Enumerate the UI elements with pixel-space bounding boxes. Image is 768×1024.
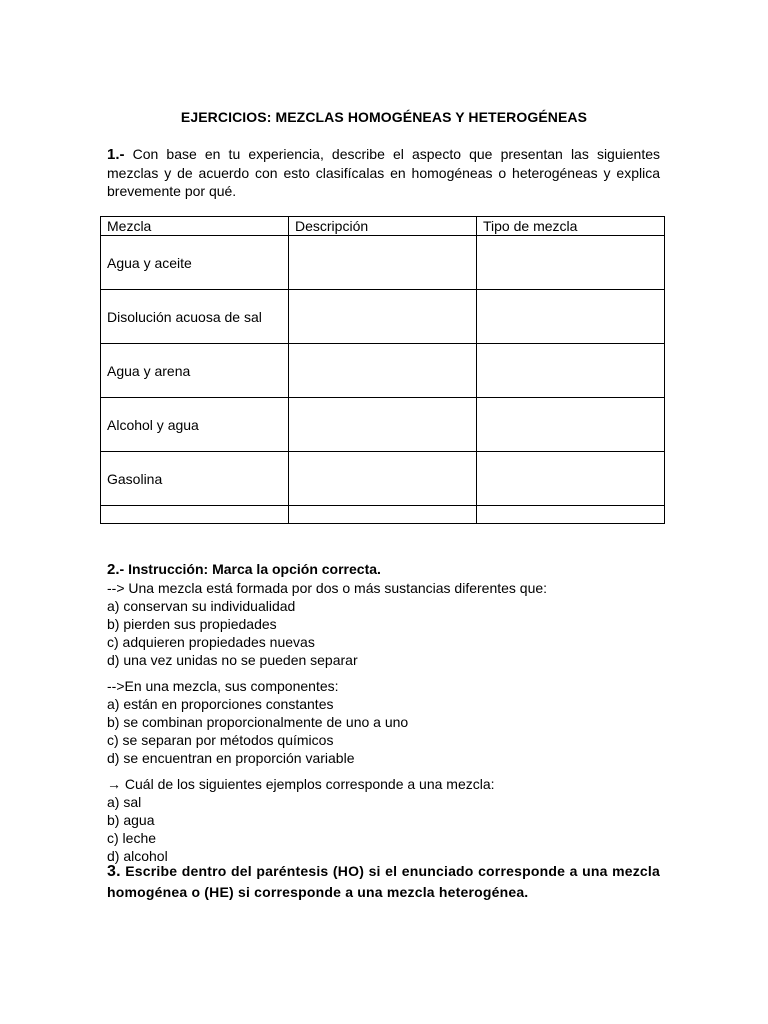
question-2-heading <box>107 560 667 579</box>
table-cell-empty[interactable] <box>477 506 665 524</box>
table-cell-descripcion[interactable] <box>289 236 477 290</box>
question-2-instruction: - Instrucción: Marca la opción correcta. <box>119 561 381 577</box>
table-cell-mezcla: Agua y arena <box>101 344 289 398</box>
question-3-number: 3. <box>107 863 121 880</box>
answer-option[interactable]: b) agua <box>107 812 155 828</box>
table-header-mezcla: Mezcla <box>101 217 289 236</box>
table-cell-descripcion[interactable] <box>289 398 477 452</box>
mixtures-table <box>100 216 665 524</box>
table-cell-mezcla: Agua y aceite <box>101 236 289 290</box>
table-row <box>101 344 665 398</box>
answer-option[interactable]: b) pierden sus propiedades <box>107 616 277 632</box>
answer-option[interactable]: d) alcohol <box>107 848 168 864</box>
table-cell-tipo[interactable] <box>477 344 665 398</box>
table-header-descripcion: Descripción <box>289 217 477 236</box>
table-cell-tipo[interactable] <box>477 398 665 452</box>
table-cell-empty[interactable] <box>289 506 477 524</box>
table-header-tipo: Tipo de mezcla <box>477 217 665 236</box>
answer-option[interactable]: b) se combinan proporcionalmente de uno a uno <box>107 714 409 730</box>
answer-option[interactable]: c) adquieren propiedades nuevas <box>107 634 315 650</box>
question-group-2 <box>107 677 667 767</box>
table-cell-empty[interactable] <box>101 506 289 524</box>
answer-option[interactable]: a) sal <box>107 794 142 810</box>
question-prompt: → Cuál de los siguientes ejemplos corresponde a una mezcla: <box>107 776 495 792</box>
answer-option[interactable]: d) se encuentran en proporción variable <box>107 750 355 766</box>
answer-option[interactable]: c) se separan por métodos químicos <box>107 732 334 748</box>
table-cell-mezcla: Gasolina <box>101 452 289 506</box>
answer-option[interactable]: a) conservan su individualidad <box>107 598 296 614</box>
question-prompt: --> Una mezcla está formada por dos o más sustancias diferentes que: <box>107 580 548 596</box>
table-cell-descripcion[interactable] <box>289 290 477 344</box>
question-2 <box>107 560 667 865</box>
table-cell-tipo[interactable] <box>477 452 665 506</box>
answer-option[interactable]: d) una vez unidas no se pueden separar <box>107 652 358 668</box>
table-row <box>101 452 665 506</box>
question-1 <box>107 145 660 200</box>
table-row-empty <box>101 506 665 524</box>
table-row <box>101 236 665 290</box>
question-3-text: Escribe dentro del paréntesis (HO) si el enunciado corresponde a una mezcla homogénea o (HE) si corresponde a una mezcla heterogénea. <box>107 863 660 900</box>
table-header-row <box>101 217 665 236</box>
table-cell-mezcla: Alcohol y agua <box>101 398 289 452</box>
table-cell-descripcion[interactable] <box>289 452 477 506</box>
table-cell-tipo[interactable] <box>477 236 665 290</box>
question-1-number: 1.- <box>107 146 125 163</box>
question-group-3 <box>107 775 667 865</box>
page-title: EJERCICIOS: MEZCLAS HOMOGÉNEAS Y HETEROGÉNEAS <box>180 109 588 125</box>
table-cell-mezcla: Disolución acuosa de sal <box>101 290 289 344</box>
question-2-number: 2. <box>107 561 120 578</box>
table-row <box>101 290 665 344</box>
question-3 <box>107 861 660 902</box>
table-row <box>101 398 665 452</box>
table-cell-tipo[interactable] <box>477 290 665 344</box>
table-cell-descripcion[interactable] <box>289 344 477 398</box>
question-prompt: -->En una mezcla, sus componentes: <box>107 678 339 694</box>
answer-option[interactable]: a) están en proporciones constantes <box>107 696 334 712</box>
answer-option[interactable]: c) leche <box>107 830 157 846</box>
question-1-text: Con base en tu experiencia, describe el aspecto que presentan las siguientes mezclas y de acuerdo con esto clasifícalas en homogéneas o heterogéneas y explica brevemente por qué. <box>107 146 660 199</box>
question-group-1 <box>107 579 667 669</box>
